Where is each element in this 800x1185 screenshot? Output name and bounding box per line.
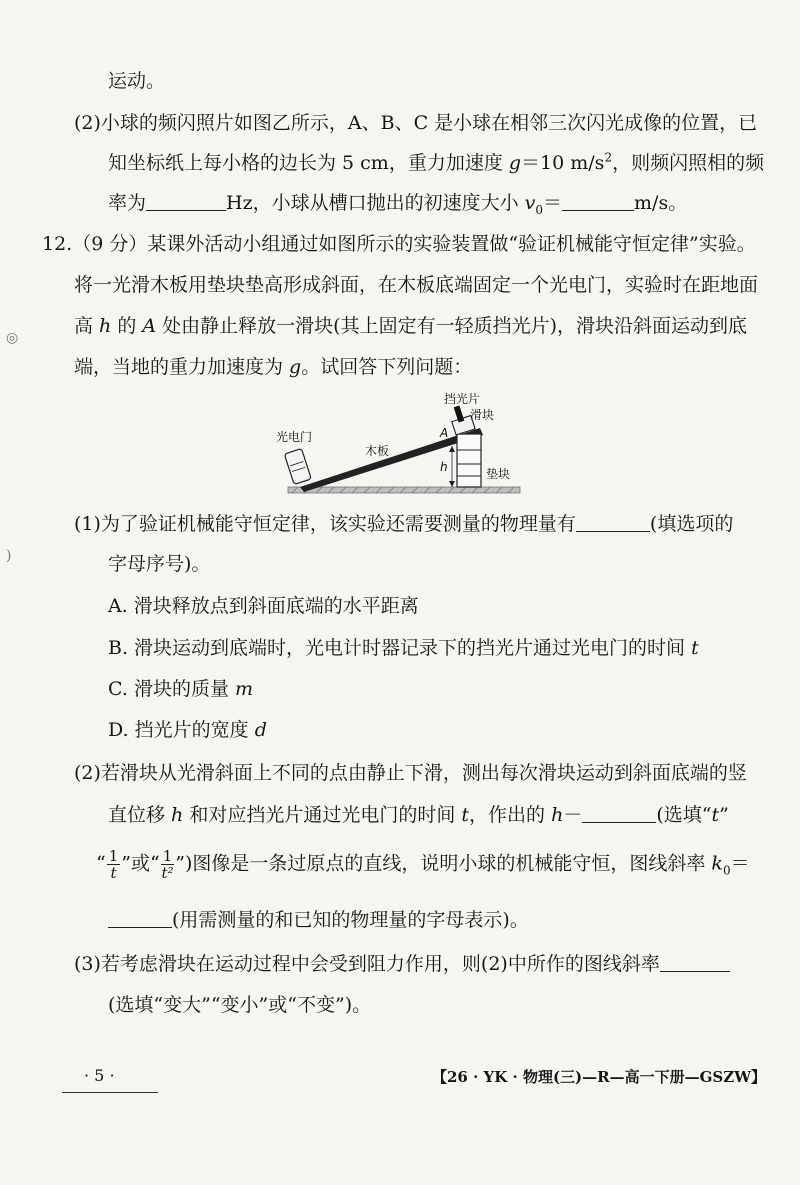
q12-stem-line1: 12.（9 分）某课外活动小组通过如图所示的实验装置做“验证机械能守恒定律”实验。: [42, 233, 756, 255]
footer-rule: [62, 1092, 158, 1093]
q12-part3-line2: (选填“变大”“变小”或“不变”)。: [108, 994, 372, 1016]
binding-mark: ◎: [6, 330, 19, 346]
q11-part2-line2: 知坐标纸上每小格的边长为 5 cm，重力加速度 g＝10 $m/s^2$，则频闪照相的频: [108, 150, 765, 174]
photogate: [284, 449, 311, 485]
experiment-diagram: [270, 390, 540, 508]
q11-part2-line1: (2)小球的频闪照片如图乙所示，A、B、C 是小球在相邻三次闪光成像的位置，已: [74, 112, 758, 134]
wooden-board: [300, 428, 483, 492]
label-photogate: 光电门: [276, 430, 313, 444]
part3-answer-blank[interactable]: [660, 951, 730, 972]
q12-part2-line1: (2)若滑块从光滑斜面上不同的点由静止下滑，测出每次滑块运动到斜面底端的竖: [74, 762, 747, 784]
fraction-one-over-t-squared: $\frac{1}{\text{t²}}$: [161, 847, 174, 882]
part1-answer-blank[interactable]: [576, 511, 650, 532]
continuation-text: 运动。: [108, 70, 166, 92]
support-block: [457, 434, 481, 487]
graph-choice-blank[interactable]: [582, 802, 656, 823]
frequency-answer-blank[interactable]: [146, 190, 226, 211]
q12-stem-line2: 将一光滑木板用垫块垫高形成斜面，在木板底端固定一个光电门，实验时在距地面: [74, 274, 759, 296]
q12-part1-line2: 字母序号)。: [108, 553, 211, 575]
label-height: h: [440, 460, 448, 474]
label-light-shutter: 挡光片: [444, 392, 481, 406]
slope-answer-blank[interactable]: [108, 907, 172, 928]
option-c: C. 滑块的质量 m: [108, 678, 254, 700]
q11-part2-line3: 率为 Hz，小球从槽口抛出的初速度大小 $v_0= m/s$。: [108, 192, 688, 217]
page-number: · 5 ·: [84, 1066, 115, 1085]
q12-part2-line2: 直位移 h 和对应挡光片通过光电门的时间 t，作出的 h－ (选填“t”: [108, 804, 729, 826]
option-d: D. 挡光片的宽度 d: [108, 719, 267, 741]
label-board: 木板: [365, 444, 390, 458]
option-a: A. 滑块释放点到斜面底端的水平距离: [108, 595, 419, 617]
q12-part3-line1: (3)若考虑滑块在运动过程中会受到阻力作用，则(2)中所作的图线斜率: [74, 951, 730, 977]
velocity-answer-blank[interactable]: [562, 190, 634, 211]
option-b: B. 滑块运动到底端时，光电计时器记录下的挡光片通过光电门的时间 t: [108, 637, 699, 659]
q12-stem-line3: 高 h 的 A 处由静止释放一滑块(其上固定有一轻质挡光片)，滑块沿斜面运动到底: [74, 315, 747, 337]
fraction-one-over-t: $\frac{1}{t}$: [108, 847, 119, 882]
label-point-a: A: [440, 426, 449, 440]
footer-code: 【26 · YK · 物理(三)—R—高一下册—GSZW】: [432, 1068, 767, 1086]
binding-mark: ): [6, 548, 12, 564]
label-slider: 滑块: [470, 408, 495, 422]
q12-part1-line1: (1)为了验证机械能守恒定律，该实验还需要测量的物理量有 (填选项的: [74, 513, 734, 535]
q12-stem-line4: 端，当地的重力加速度为 g。试回答下列问题：: [74, 356, 473, 378]
q12-part2-line4: (用需测量的和已知的物理量的字母表示)。: [108, 907, 529, 933]
q12-part2-line3: “ $\frac{1}{t}$ ”或“ $\frac{1}{\text{t²}}$ ”)图像是一条过原点的直线，说明小球的机械能守恒，图线斜率 $k_0=$: [96, 847, 750, 882]
label-support-block: 垫块: [486, 467, 511, 481]
